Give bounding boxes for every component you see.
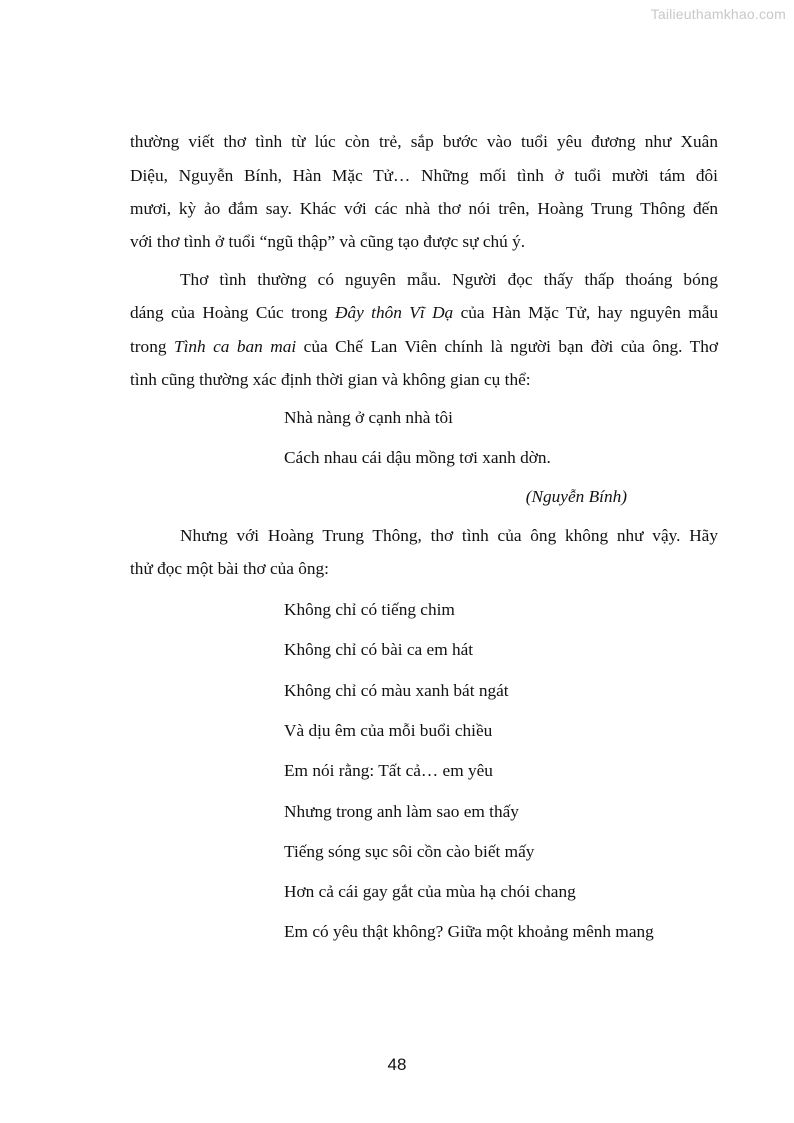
text-line: Diệu, Nguyễn Bính, Hàn Mặc Tử… Những mối tình ở tuổi mười tám đôi	[130, 166, 718, 185]
text: dáng của Hoàng Cúc trong	[130, 303, 335, 322]
text-line: Nhưng với Hoàng Trung Thông, thơ tình của ông không như vậy. Hãy	[180, 526, 718, 545]
verse-line: Không chỉ có bài ca em hát	[284, 640, 474, 659]
text-line: Thơ tình thường có nguyên mẫu. Người đọc thấy thấp thoáng bóng	[180, 270, 718, 289]
work-title: Tình ca ban mai	[173, 337, 297, 356]
text: của Hàn Mặc Tử, hay nguyên mẫu	[453, 303, 718, 322]
text-line: thử đọc một bài thơ của ông:	[130, 559, 329, 578]
text-line: mươi, kỳ ảo đắm say. Khác với các nhà thơ nói trên, Hoàng Trung Thông đến	[130, 199, 718, 218]
text-line: tình cũng thường xác định thời gian và không gian cụ thể:	[130, 370, 531, 389]
text: trong	[130, 337, 174, 356]
verse-line: Không chỉ có tiếng chim	[284, 600, 455, 619]
verse-line: Nhưng trong anh làm sao em thấy	[284, 802, 519, 821]
verse-line: Và dịu êm của mỗi buổi chiều	[284, 721, 493, 740]
attribution: (Nguyễn Bính)	[525, 487, 627, 506]
page-number: 48	[387, 1055, 407, 1074]
verse-line: Hơn cả cái gay gắt của mùa hạ chói chang	[284, 882, 576, 901]
watermark: Tailieuthamkhao.com	[650, 6, 786, 22]
work-title: Đây thôn Vĩ Dạ	[334, 303, 454, 322]
verse-line: Em có yêu thật không? Giữa một khoảng mênh mang	[284, 922, 654, 941]
text-line: với thơ tình ở tuổi “ngũ thập” và cũng tạo được sự chú ý.	[130, 232, 526, 251]
verse-line: Em nói rằng: Tất cả… em yêu	[284, 761, 493, 780]
text-line	[130, 303, 718, 323]
text-line	[130, 337, 718, 357]
verse-line: Không chỉ có màu xanh bát ngát	[284, 681, 509, 700]
verse-line: Cách nhau cái dậu mồng tơi xanh dờn.	[284, 448, 551, 467]
verse-line: Nhà nàng ở cạnh nhà tôi	[284, 408, 453, 427]
verse-line: Tiếng sóng sục sôi cồn cào biết mấy	[284, 842, 535, 861]
text: của Chế Lan Viên chính là người bạn đời của ông. Thơ	[296, 337, 718, 356]
text-line: thường viết thơ tình từ lúc còn trẻ, sắp bước vào tuổi yêu đương như Xuân	[130, 132, 718, 151]
